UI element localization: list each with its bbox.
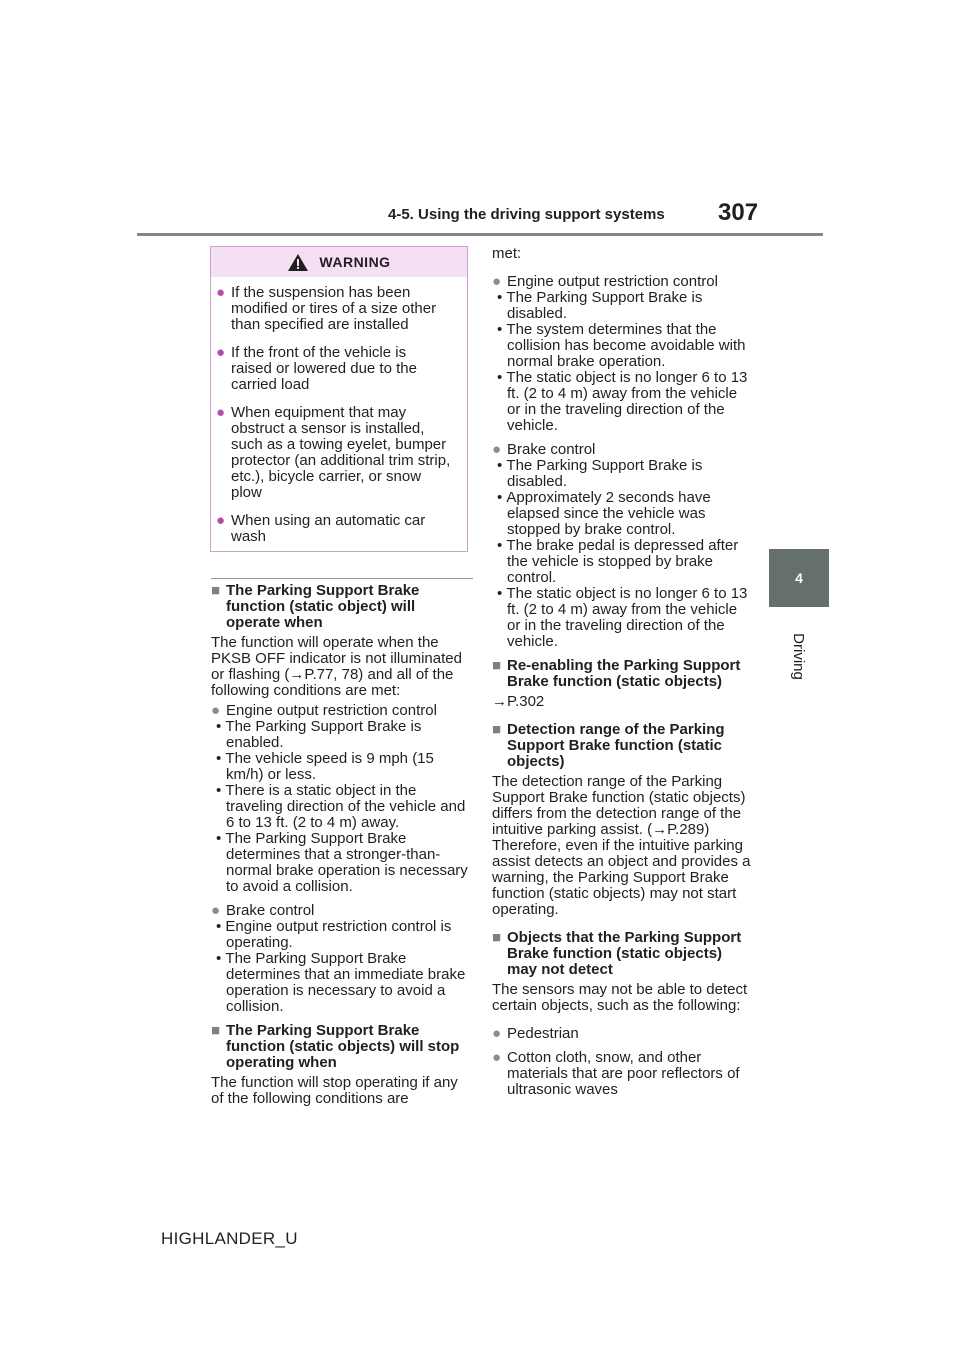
chapter-label-text: Driving <box>789 632 807 680</box>
continuation-text: met: <box>492 245 522 262</box>
warning-item: ● If the suspension has been modified or tires of a size other than specified are installed <box>216 284 437 333</box>
sub-item: • The system determines that the collision has become avoidable with normal brake operation. <box>497 321 746 370</box>
warning-box <box>210 246 468 552</box>
bullet-dot-icon: ● <box>216 404 226 421</box>
sub-item: • The vehicle speed is 9 mph (15 km/h) or less. <box>216 750 434 783</box>
section-heading: ■ The Parking Support Brake function (static objects) will stop operating when <box>211 1022 460 1071</box>
bullet-item: ● Engine output restriction control <box>492 273 718 290</box>
section-intro: The function will operate when the PKSB OFF indicator is not illuminated or flashing (→P.77, 78) and all of the following conditions are met: <box>211 634 462 699</box>
page-number: 307 <box>718 199 759 226</box>
square-bullet-icon: ■ <box>211 1022 221 1039</box>
warning-title: WARNING <box>319 254 391 270</box>
sub-item: • The Parking Support Brake is disabled. <box>497 457 703 490</box>
square-bullet-icon: ■ <box>492 929 502 946</box>
chapter-tab-label <box>768 616 828 696</box>
sub-item: • Engine output restriction control is operating. <box>216 918 452 951</box>
warning-item: ● When equipment that may obstruct a sensor is installed, such as a towing eyelet, bumper protector (an additional trim strip, etc.), bicycle carrier, or snow plow <box>216 404 451 501</box>
bullet-dot-icon: ● <box>492 1049 502 1066</box>
bullet-item: ● Brake control <box>492 441 596 458</box>
section-heading: ■ Re-enabling the Parking Support Brake function (static objects) <box>492 657 741 690</box>
square-bullet-icon: ■ <box>211 582 221 599</box>
sub-item: • The static object is no longer 6 to 13 ft. (2 to 4 m) away from the vehicle or in the traveling direction of the vehicle. <box>497 369 748 434</box>
sub-item: • There is a static object in the traveling direction of the vehicle and 6 to 13 ft. (2 to 4 m) away. <box>216 782 466 831</box>
section-divider <box>211 578 473 579</box>
warning-item: ● When using an automatic car wash <box>216 512 426 545</box>
page-reference-link[interactable]: →P.302 <box>492 693 545 710</box>
warning-body <box>211 277 467 545</box>
bullet-dot-icon: ● <box>216 284 226 301</box>
bullet-dot-icon: ● <box>216 344 226 361</box>
sub-item: • The Parking Support Brake determines that an immediate brake operation is necessary to avoid a collision. <box>216 950 466 1015</box>
section-title: 4-5. Using the driving support systems <box>388 206 665 223</box>
bullet-dot-icon: ● <box>211 902 221 919</box>
warning-item: ● If the front of the vehicle is raised or lowered due to the carried load <box>216 344 417 393</box>
sub-item: • The static object is no longer 6 to 13 ft. (2 to 4 m) away from the vehicle or in the traveling direction of the vehicle. <box>497 585 748 650</box>
section-heading: ■ Detection range of the Parking Support Brake function (static objects) <box>492 721 725 770</box>
footer-model: HIGHLANDER_U <box>161 1229 298 1248</box>
sub-item: • The Parking Support Brake is enabled. <box>216 718 422 751</box>
sub-item: • The Parking Support Brake is disabled. <box>497 289 703 322</box>
chapter-tab[interactable]: 4 <box>769 549 829 607</box>
warning-header <box>211 247 467 277</box>
bullet-item: ● Engine output restriction control <box>211 702 437 719</box>
bullet-dot-icon: ● <box>492 1025 502 1042</box>
bullet-dot-icon: ● <box>492 273 502 290</box>
bullet-dot-icon: ● <box>216 512 226 529</box>
left-column <box>211 578 473 1111</box>
section-intro: The function will stop operating if any of the following conditions are <box>211 1074 458 1107</box>
section-heading: ■ The Parking Support Brake function (static object) will operate when <box>211 582 420 631</box>
section-heading: ■ Objects that the Parking Support Brake function (static objects) may not detect <box>492 929 742 978</box>
bullet-dot-icon: ● <box>211 702 221 719</box>
section-body: The sensors may not be able to detect certain objects, such as the following: <box>492 981 748 1014</box>
bullet-item: ● Pedestrian <box>492 1025 579 1042</box>
section-body: The detection range of the Parking Support Brake function (static objects) differs from the detection range of the intuitive parking assist. (→P.289) Therefore, even if the intuitive parking assist detects an object and provides a warning, the Parking Support Brake function (static objects) may not start operating. <box>492 773 751 918</box>
warning-triangle-icon <box>287 253 309 272</box>
bullet-item: ● Brake control <box>211 902 315 919</box>
sub-item: • The Parking Support Brake determines that a stronger-than-normal brake operation is necessary to avoid a collision. <box>216 830 468 895</box>
sub-item: • Approximately 2 seconds have elapsed since the vehicle was stopped by brake control. <box>497 489 711 538</box>
bullet-dot-icon: ● <box>492 441 502 458</box>
bullet-item: ● Cotton cloth, snow, and other materials that are poor reflectors of ultrasonic waves <box>492 1049 740 1098</box>
sub-item: • The brake pedal is depressed after the vehicle is stopped by brake control. <box>497 537 739 586</box>
header-divider <box>137 233 823 236</box>
square-bullet-icon: ■ <box>492 721 502 738</box>
right-column <box>492 246 754 1098</box>
square-bullet-icon: ■ <box>492 657 502 674</box>
